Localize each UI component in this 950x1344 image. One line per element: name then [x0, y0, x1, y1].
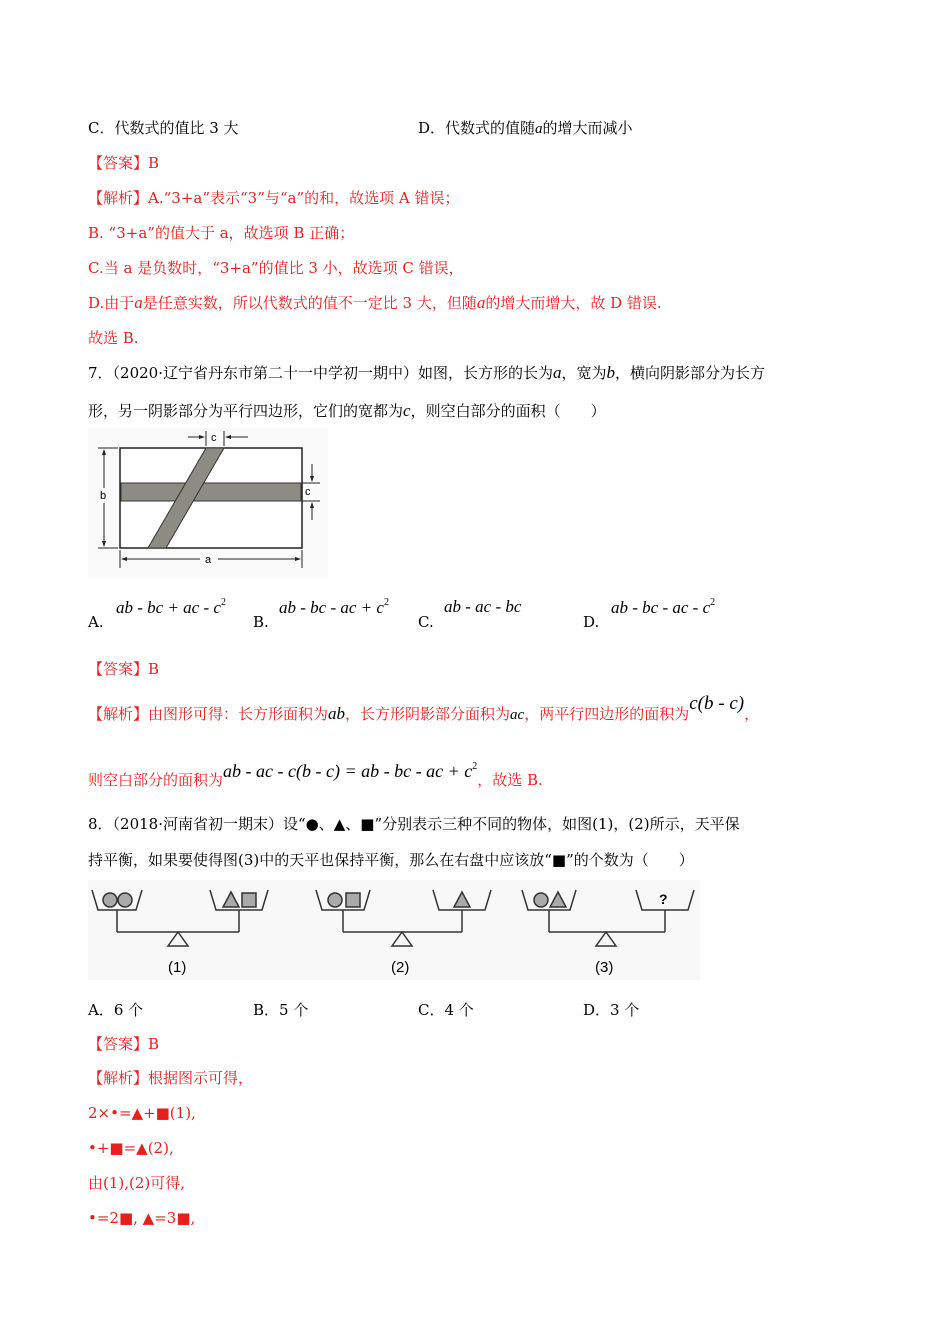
q7-rectangle-figure: [88, 428, 328, 578]
q7-exp-1-mid: ，长方形阴影部分面积为: [345, 705, 511, 723]
q7-option-c-expr-text: ab - ac - bc: [444, 597, 522, 616]
q7-explanation-2: [88, 761, 543, 790]
q6-exp-4-mid: 是任意实数，所以代数式的值不一定比 3 大，但随: [142, 294, 477, 312]
q7-option-a-expr: [116, 597, 226, 618]
q7-line1-pre: 7．（2020·辽宁省丹东市第二十一中学初一期中）如图，长方形的长为: [88, 364, 553, 382]
q7-option-b-expr: [279, 597, 389, 618]
q7-exp-2-expr-text: ab - ac - c(b - c) = ab - bc - ac + c: [223, 761, 473, 781]
q8-option-b: B．5 个: [253, 1001, 309, 1019]
horizontal-shaded-strip: [121, 483, 301, 501]
label-balance-3: (3): [595, 959, 614, 976]
q7-question-line-1: [88, 363, 765, 383]
q7-exp-1-cbc: c(b - c): [689, 693, 745, 714]
q8-equation-2: •+■=▲(2),: [88, 1139, 174, 1157]
q7-line2-pre: 形，另一阴影部分为平行四边形，它们的宽都为: [88, 402, 404, 420]
circle-shape: [103, 893, 117, 907]
q7-option-d-sup: 2: [710, 597, 716, 608]
q6-option-d: [418, 118, 633, 139]
q7-exp-1-mid2: ，两平行四边形的面积为: [524, 705, 690, 723]
q7-option-c-expr: [444, 597, 521, 617]
q6-exp-4-var1: a: [134, 293, 143, 312]
question-mark: ?: [659, 891, 668, 907]
q7-option-d-expr: [611, 597, 715, 618]
q7-line1-mid: ，宽为: [561, 364, 607, 382]
q6-exp-4-pre: D.由于: [88, 294, 135, 312]
q6-conclusion: 故选 B.: [88, 329, 139, 347]
q7-option-a-expr-text: ab - bc + ac - c: [116, 598, 221, 617]
q7-exp-2-post: ，故选 B.: [477, 771, 543, 789]
q7-option-c-label: C.: [418, 613, 434, 631]
q7-explanation-1: [88, 693, 760, 725]
q8-option-c: C．4 个: [418, 1001, 474, 1019]
q7-exp-1-ab: ab: [328, 704, 346, 723]
circle-shape: [118, 893, 132, 907]
q8-equation-4: •=2■, ▲=3■,: [88, 1209, 196, 1227]
q6-explanation-3: C.当 a 是负数时，“3+a”的值比 3 小，故选项 C 错误，: [88, 259, 464, 277]
q8-option-a: A．6 个: [88, 1001, 144, 1019]
q6-option-d-pre: D．代数式的值随: [418, 119, 536, 137]
q6-explanation-4: [88, 293, 662, 313]
q7-exp-2-sup: 2: [472, 761, 478, 772]
q6-exp-1-text: A.“3+a”表示“3”与“a”的和，故选项 A 错误；: [148, 189, 460, 207]
q8-answer: 【答案】B: [88, 1035, 160, 1053]
q7-option-b-label: B.: [253, 613, 269, 631]
q7-exp-1-pre: 由图形可得：长方形面积为: [148, 705, 329, 723]
q6-explanation-2: B. “3+a”的值大于 a，故选项 B 正确；: [88, 224, 355, 242]
square-shape: [346, 893, 360, 907]
label-b: b: [100, 490, 107, 502]
q7-exp-2-expr: [223, 761, 477, 781]
q6-exp-tag: 【解析】: [88, 189, 149, 207]
q8-exp-text: 根据图示可得，: [148, 1069, 254, 1087]
q7-line2-post: ，则空白部分的面积（ ）: [410, 402, 606, 420]
q8-question-line-1: 8．（2018·河南省初一期末）设“●、▲、■”分别表示三种不同的物体，如图(1)，(2)所示，天平保: [88, 815, 740, 833]
q7-var-b: b: [606, 363, 616, 382]
q6-explanation-1: [88, 188, 460, 208]
q7-question-line-2: [88, 401, 606, 421]
q7-var-c: c: [403, 401, 411, 420]
q6-exp-4-post: 的增大而增大，故 D 错误.: [485, 294, 662, 312]
q8-exp-tag: 【解析】: [88, 1069, 149, 1087]
label-balance-1: (1): [168, 959, 187, 976]
q8-equation-1: 2×•=▲+■(1),: [88, 1104, 196, 1122]
q7-var-a: a: [553, 363, 562, 382]
q6-answer: 【答案】B: [88, 154, 160, 172]
square-shape: [242, 893, 256, 907]
q7-option-b-sup: 2: [383, 597, 389, 608]
q7-exp-2-pre: 则空白部分的面积为: [88, 771, 224, 789]
q6-option-c: C．代数式的值比 3 大: [88, 119, 239, 137]
label-balance-2: (2): [391, 959, 410, 976]
q7-line1-post: ，横向阴影部分为长方: [615, 364, 766, 382]
label-c-right: c: [305, 486, 311, 498]
q7-exp-1-post: ，: [744, 705, 760, 723]
q7-option-a-label: A.: [88, 613, 104, 631]
q7-option-a-sup: 2: [220, 597, 226, 608]
label-c-top: c: [211, 432, 217, 444]
q8-explanation-1: [88, 1068, 253, 1088]
q7-exp-tag: 【解析】: [88, 705, 149, 723]
q7-option-d-expr-text: ab - bc - ac - c: [611, 598, 711, 617]
q6-option-d-var: a: [535, 121, 543, 137]
q7-exp-1-ac: ac: [510, 707, 525, 723]
q7-option-b-expr-text: ab - bc - ac + c: [279, 598, 384, 617]
q8-option-d: D．3 个: [583, 1001, 640, 1019]
q8-balance-figure: [88, 880, 700, 980]
q8-equation-3: 由(1),(2)可得,: [88, 1174, 186, 1192]
circle-shape: [328, 893, 342, 907]
q6-option-d-post: 的增大而减小: [542, 119, 633, 137]
q6-exp-4-var2: a: [476, 293, 486, 312]
label-a: a: [205, 554, 212, 566]
q7-option-d-label: D.: [583, 613, 600, 631]
circle-shape: [534, 893, 548, 907]
q7-answer: 【答案】B: [88, 660, 160, 678]
q8-question-line-2: 持平衡，如果要使得图(3)中的天平也保持平衡，那么在右盘中应该放“■”的个数为（ ）: [88, 851, 694, 869]
